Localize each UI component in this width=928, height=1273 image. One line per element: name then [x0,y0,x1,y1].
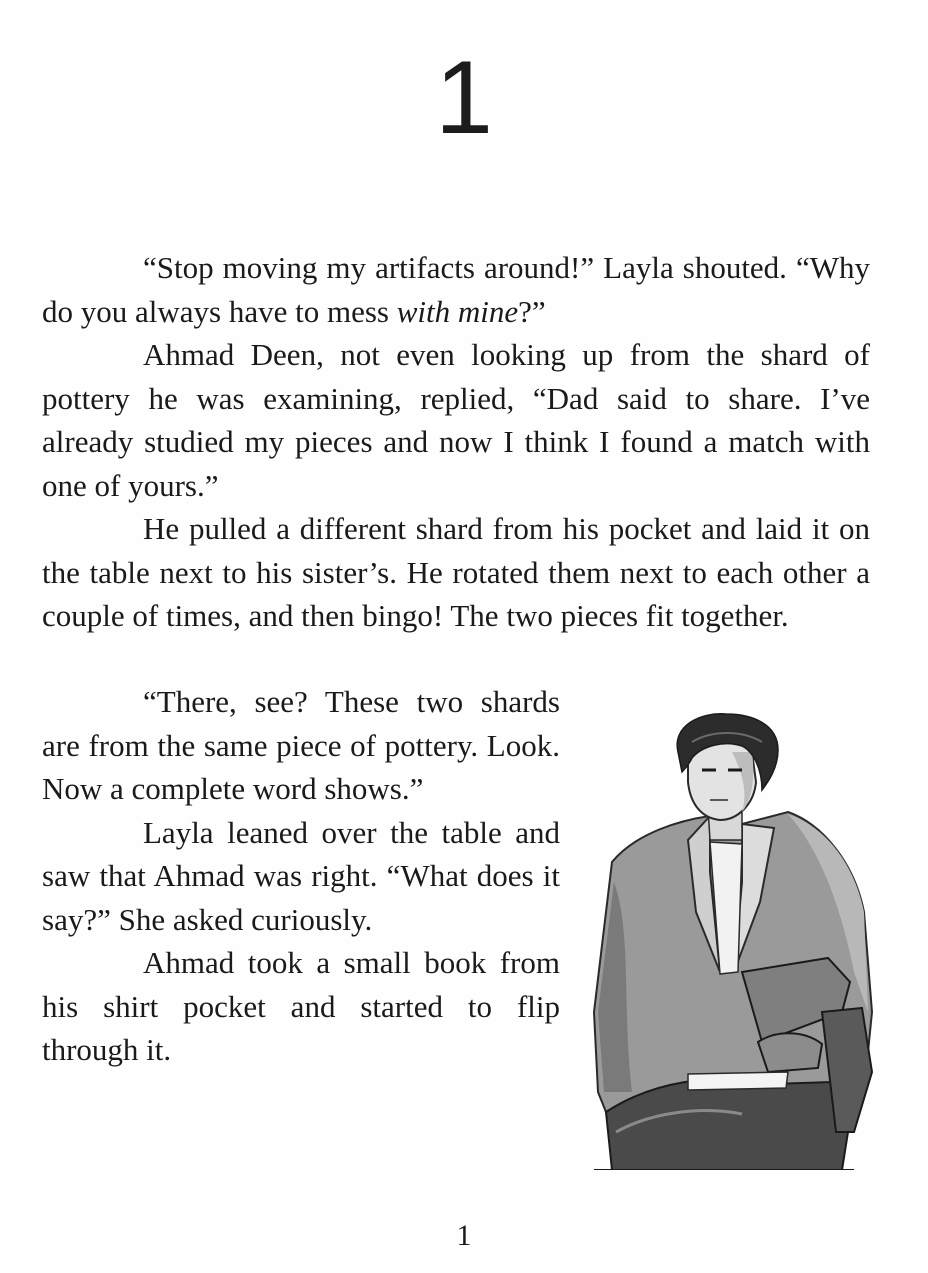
paragraph-1-italic: with mine [396,293,519,329]
full-width-text [42,246,870,638]
paragraph-3: He pulled a different shard from his pocket and laid it on the table next to his sister’s. He rotated them next to each other a couple of times, and then bingo! The two pieces fit together. [42,511,870,633]
paragraph-1 [42,246,870,333]
chapter-number: 1 [435,40,493,156]
paragraph-4: “There, see? These two shards are from the same piece of pottery. Look. Now a complete word shows.” [42,684,560,806]
paragraph-1-part-c: ?” [518,293,546,329]
book [688,1072,788,1090]
hand [758,1033,822,1072]
illustration-boy-sitting [592,712,874,1170]
page-number: 1 [456,1219,472,1252]
paragraph-6: Ahmad took a small book from his shirt pocket and started to flip through it. [42,945,560,1067]
paragraph-5: Layla leaned over the table and saw that Ahmad was right. “What does it say?” She asked curiously. [42,814,560,937]
narrow-column-text [42,680,560,1072]
pants [606,1079,848,1170]
paragraph-1-part-a: “Stop moving my artifacts around!” Layla shouted. “Why do you always have to mess [42,250,870,329]
paragraph-2: Ahmad Deen, not even looking up from the shard of pottery he was examining, replied, “Dad said to share. I’ve already studied my pieces and now I think I found a match with one of yours.” [42,337,870,503]
